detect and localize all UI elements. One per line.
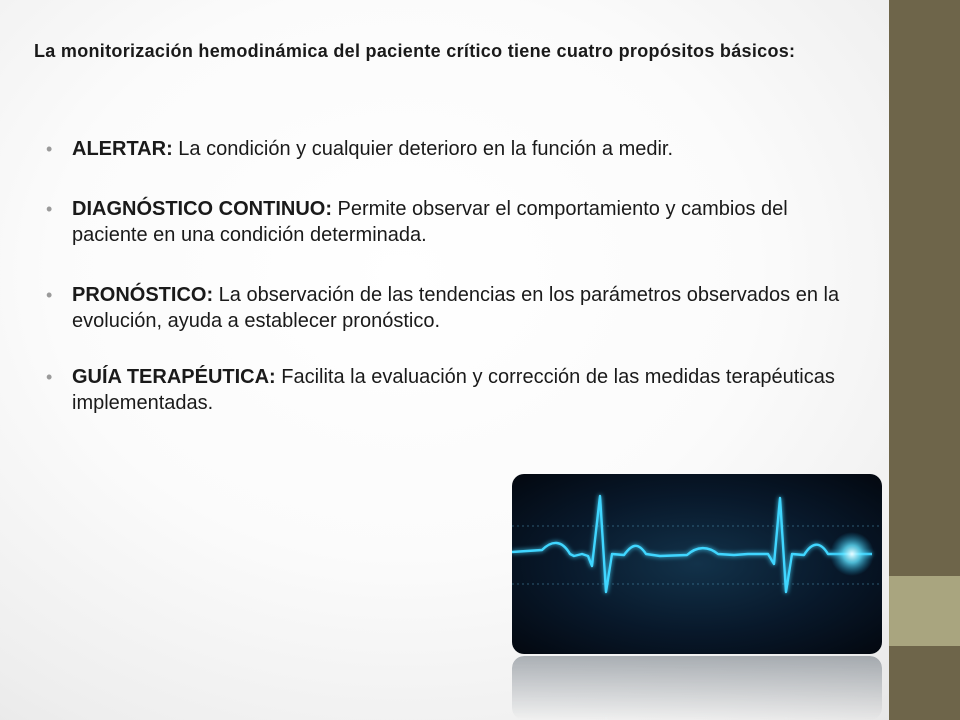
bullet-item <box>46 196 846 248</box>
bullet-text: La condición y cualquier deterioro en la función a medir. <box>172 138 674 160</box>
ecg-heartbeat-icon <box>512 474 882 654</box>
bullet-term: ALERTAR: <box>72 138 173 160</box>
bullet-term: PRONÓSTICO: <box>72 284 214 306</box>
bullet-item <box>46 282 846 334</box>
bullet-text: La observación de las tendencias en los parámetros observados en la evolución, ayuda a establecer pronóstico. <box>72 284 840 332</box>
slide-intro: La monitorización hemodinámica del paciente crítico tiene cuatro propósitos básicos: <box>34 41 796 61</box>
ecg-reflection-icon <box>512 656 882 720</box>
bullet-item <box>46 364 846 416</box>
bullet-text: Facilita la evaluación y corrección de las medidas terapéuticas implementadas. <box>72 366 835 414</box>
bullet-dot-icon: • <box>46 367 53 387</box>
bullet-term: DIAGNÓSTICO CONTINUO: <box>72 198 332 220</box>
bullet-text: Permite observar el comportamiento y cambios del paciente en una condición determinada. <box>72 198 788 246</box>
bullet-term: GUÍA TERAPÉUTICA: <box>72 366 276 388</box>
bullet-dot-icon: • <box>46 139 53 159</box>
bullet-dot-icon: • <box>46 199 53 219</box>
side-accent <box>889 576 960 646</box>
bullet-item <box>46 136 846 162</box>
bullet-list <box>46 136 846 450</box>
ecg-reflection <box>512 656 882 720</box>
bullet-dot-icon: • <box>46 285 53 305</box>
ecg-monitor-image <box>512 474 882 654</box>
